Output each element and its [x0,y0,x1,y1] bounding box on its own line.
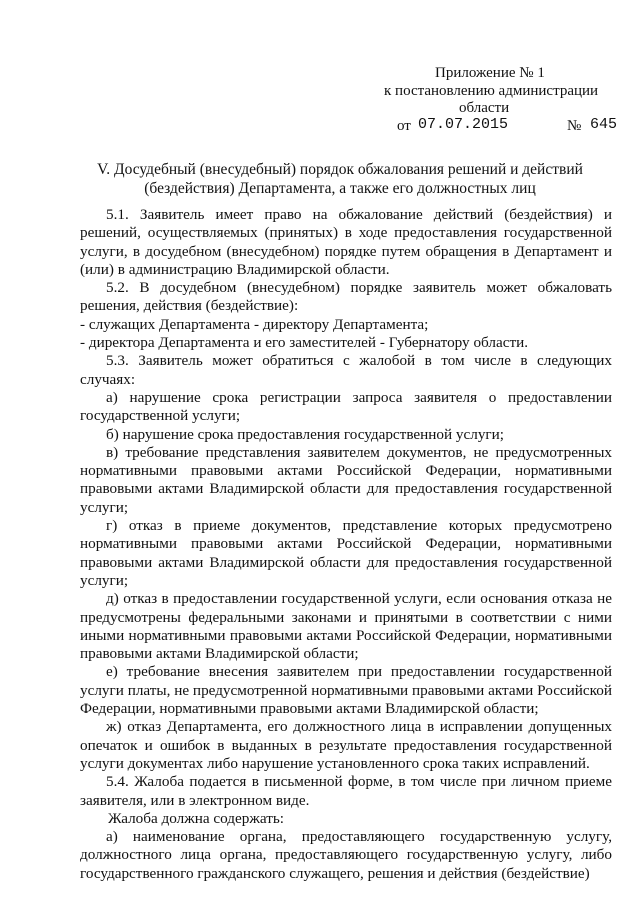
complaint-contents-heading: Жалоба должна содержать: [108,809,284,827]
appendix-title: Приложение № 1 [435,65,545,81]
resolution-date: 07.07.2015 [418,116,509,133]
list-item-employees: - служащих Департамента - директору Департамента; [80,315,429,333]
document-body [80,206,612,883]
list-item-director: - директора Департамента и его заместителей - Губернатору области. [80,334,529,352]
case-v: в) требование представления заявителем документов, не предусмотренных нормативными правовыми актами Российской Федерации, нормативными правовыми актами Владимирской области для предоставления государственной услуги; [80,443,612,516]
paragraph-5-4: 5.4. Жалоба подается в письменной форме, в том числе при личном приеме заявителя, или в электронном виде. [80,773,612,809]
case-a: а) нарушение срока регистрации запроса заявителя о предоставлении государственной услуги; [80,388,612,425]
paragraph-5-2: 5.2. В досудебном (внесудебном) порядке заявитель может обжаловать решения, действия (бездействие): [80,279,612,315]
appendix-region: области [459,100,510,116]
case-g: г) отказ в приеме документов, представление которых предусмотрено нормативными правовыми актами Российской Федерации, нормативными правовыми актами Владимирской области для предоставления государственной услуги; [80,517,612,589]
section-title-line-1: V. Досудебный (внесудебный) порядок обжалования решений и действий [97,161,583,178]
section-title-line-2: (бездействия) Департамента, а также его должностных лиц [144,179,536,197]
paragraph-5-1: 5.1. Заявитель имеет право на обжалование действий (бездействия) и решений, осуществляемых (принятых) в ходе предоставления государственной услуги, в досудебном (внесудебном) порядке путем обращения в Департамент и (или) в администрацию Владимирской области. [80,206,612,278]
case-b: б) нарушение срока предоставления государственной услуги; [106,425,504,443]
date-prefix: от [397,118,411,134]
complaint-item-a: а) наименование органа, предоставляющего государственную услугу, должностного лица органа, предоставляющего государственную услугу, либо государственного гражданского служащего, решения и действия (бездействие) [80,828,612,882]
number-prefix: № [567,118,582,134]
paragraph-5-3: 5.3. Заявитель может обратиться с жалобой в том числе в следующих случаях: [80,352,612,388]
section-title [60,161,620,198]
case-d: д) отказ в предоставлении государственной услуги, если основания отказа не предусмотрены федеральными законами и принятыми в соответствии с ними иными нормативными правовыми актами Российской Федерации, нормативными правовыми актами Владимирской области; [80,590,612,663]
case-e: е) требование внесения заявителем при предоставлении государственной услуги платы, не предусмотренной нормативными правовыми актами Российской Федерации, нормативными правовыми актами Владимирской области; [80,663,612,718]
resolution-number: 645 [590,116,618,133]
case-zh: ж) отказ Департамента, его должностного лица в исправлении допущенных опечаток и ошибок в выданных в результате предоставления государственной услуги документах либо нарушение установленного срока таких исправлений. [80,718,612,772]
appendix-subtitle: к постановлению администрации [384,83,599,99]
